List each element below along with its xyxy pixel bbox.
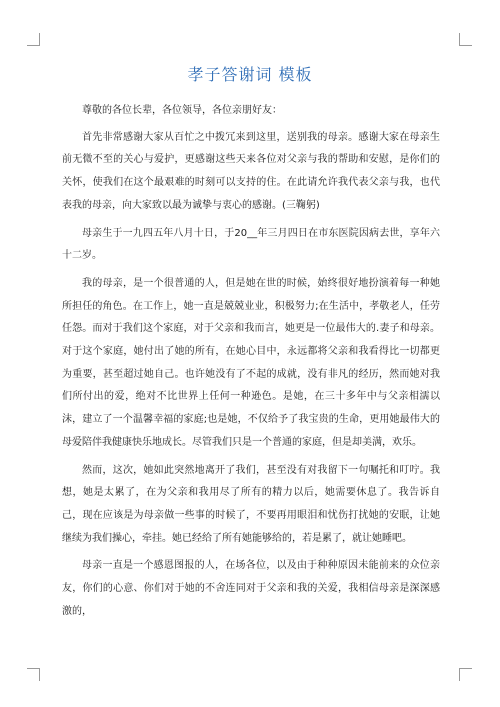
- document-title: 孝子答谢词 模板: [187, 65, 313, 84]
- paragraph-mother-role: 我的母亲，是一个很普通的人，但是她在世的时候，始终很好地扮演着每一种她所担任的角色。在工作上，她一直是兢兢业业，积极努力;在生活中，孝敬老人，任劳任怨。而对于我们这个家庭，对于父亲和我而言，她更是一位最伟大的.妻子和母亲。对于这个家庭，她付出了她的所有，在她心目中，永远都将父亲和我看得比一切都更为重要，甚至超过她自己。也许她没有了不起的成就，没有非凡的经历，然而她对我们所付出的爱，绝对不比世界上任何一种逊色。是她，在三十多年中与父亲相濡以沫，建立了一个温馨幸福的家庭;也是她，不仅给予了我宝贵的生命，更用她最伟大的母爱陪伴我健康快乐地成长。尽管我们只是一个普通的家庭，但是却美满，欢乐。: [62, 277, 440, 448]
- paragraph-farewell: 然而，这次，她如此突然地离开了我们，甚至没有对我留下一句嘱托和叮咛。我想，她是太累了，在为父亲和我用尽了所有的精力以后，她需要休息了。我告诉自己，现在应该是为母亲做一些事的时候了，不要再用眼泪和忧伤打扰她的安眠，让她继续为我们操心，牵挂。她已经给了所有她能够给的，若是累了，就让她睡吧。: [62, 464, 440, 544]
- crop-mark-top-right: [459, 33, 472, 46]
- crop-mark-bottom-right: [459, 668, 472, 681]
- document-body: [62, 100, 440, 628]
- paragraph-biography: 母亲生于一九四五年八月十日，于20__年三月四日在市东医院因病去世，享年六十二岁。: [62, 227, 440, 262]
- paragraph-thanks: 首先非常感谢大家从百忙之中拨冗来到这里，送别我的母亲。感谢大家在母亲生前无微不至的关心与爱护，更感谢这些天来各位对父亲与我的帮助和安慰，是你们的关怀，使我们在这个最艰难的时刻可以支持的住。在此请允许我代表父亲与我，也代表我的母亲，向大家致以最为诚挚与衷心的感谢。(三鞠躬): [62, 131, 440, 211]
- paragraph-greeting: 尊敬的各位长辈，各位领导，各位亲朋好友：: [82, 105, 282, 116]
- crop-mark-bottom-left: [27, 668, 40, 681]
- paragraph-gratitude: 母亲一直是一个感恩图报的人，在场各位，以及由于种种原因未能前来的众位亲友，你们的心意、你们对于她的不舍连同对于父亲和我的关爱，我相信母亲是深深感激的，: [62, 560, 440, 617]
- crop-mark-top-left: [27, 33, 40, 46]
